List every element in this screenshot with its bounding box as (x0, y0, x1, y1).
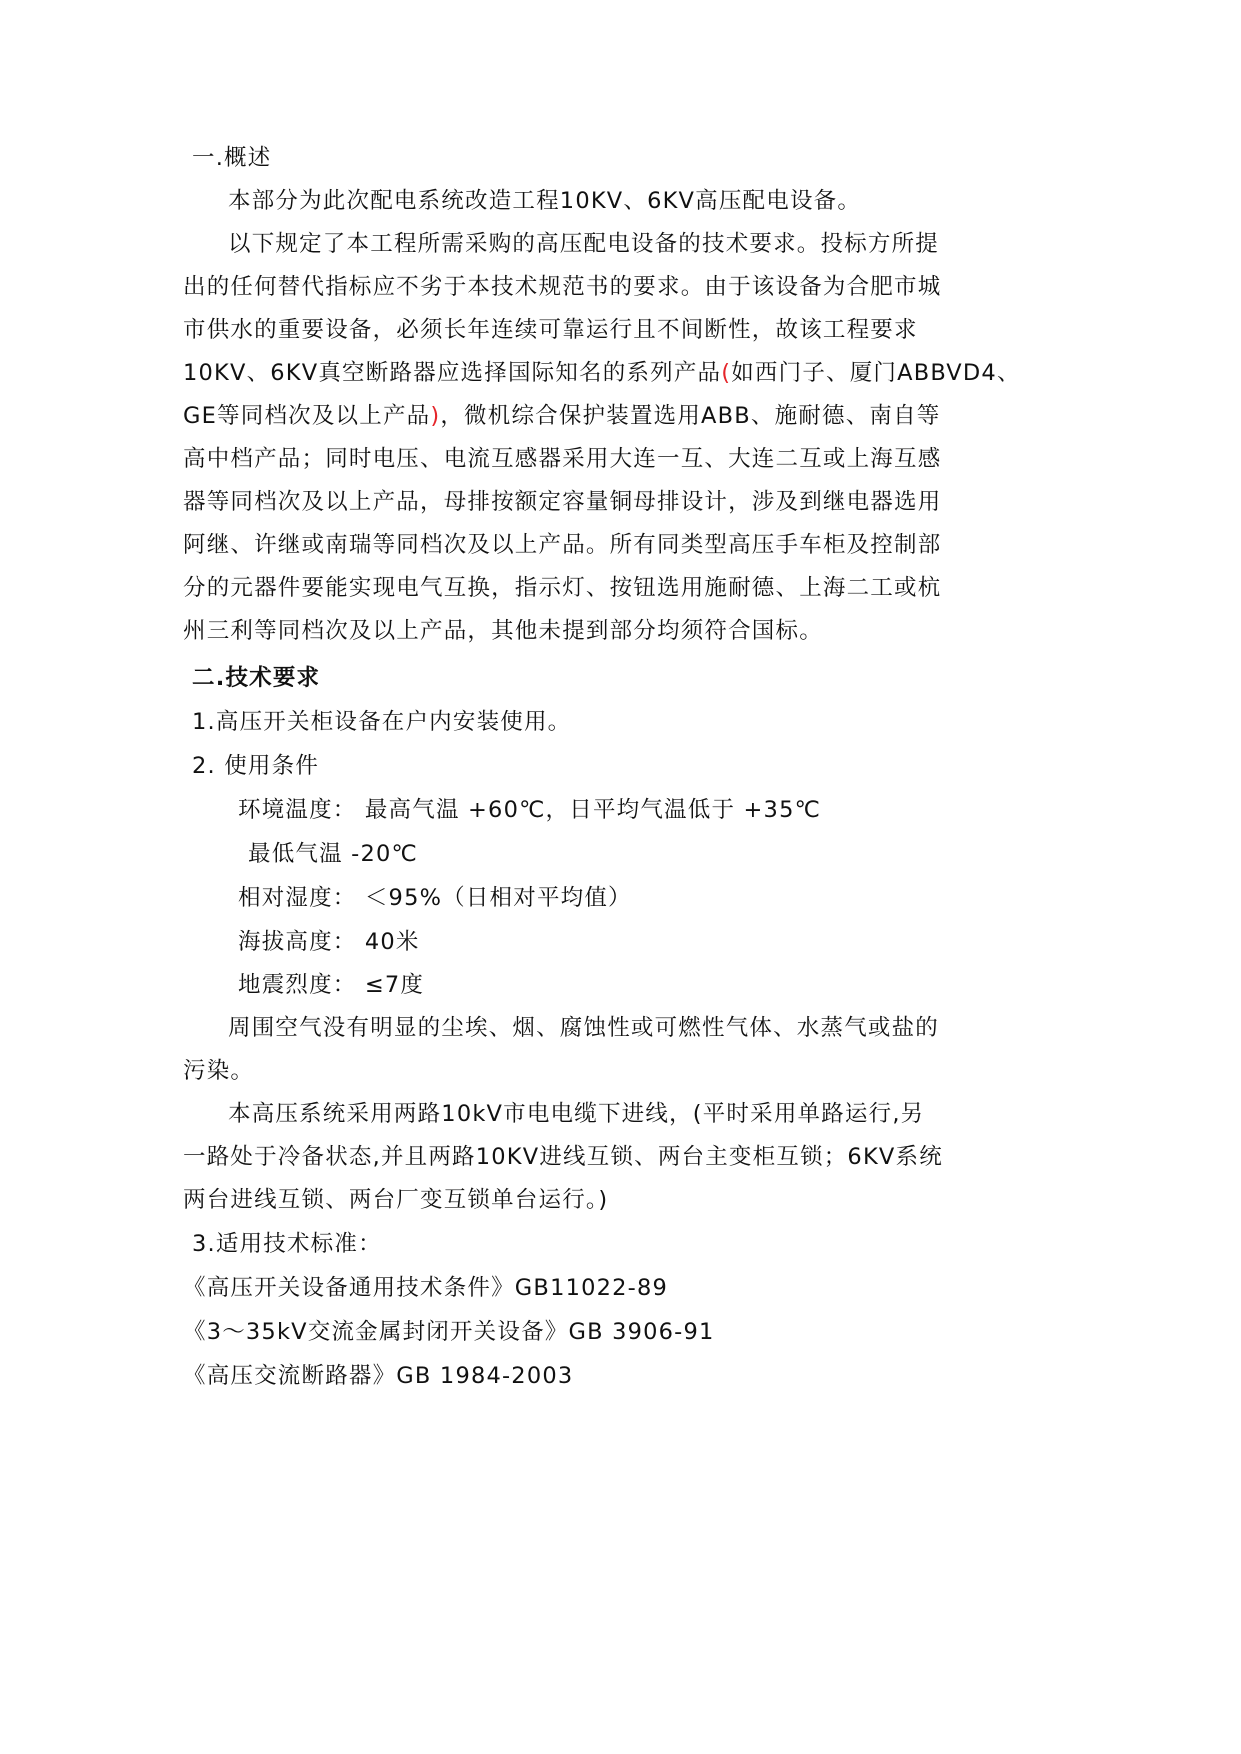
paragraph-line: 出的任何替代指标应不劣于本技术规范书的要求。由于该设备为合肥市城 (183, 274, 942, 300)
paragraph-line (183, 358, 1021, 388)
condition-seismic: 地震烈度： ≤7度 (238, 972, 425, 998)
highlighted-paren: ( (721, 360, 732, 386)
section-2-heading: 二.技术要求 (192, 665, 321, 691)
section-1-heading: 一.概述 (192, 145, 272, 171)
paragraph-line: 分的元器件要能实现电气互换，指示灯、按钮选用施耐德、上海二工或杭 (183, 575, 942, 601)
paragraph-supply: 本高压系统采用两路10kV市电电缆下进线，(平时采用单路运行,另 (228, 1101, 925, 1127)
paragraph-environment: 周围空气没有明显的尘埃、烟、腐蚀性或可燃性气体、水蒸气或盐的 (228, 1015, 940, 1041)
paragraph-line: 州三利等同档次及以上产品，其他未提到部分均须符合国标。 (183, 618, 823, 644)
paragraph-text: 如西门子、厦门ABBVD4、 (731, 360, 1021, 386)
paragraph-supply: 两台进线互锁、两台厂变互锁单台运行。) (183, 1187, 609, 1213)
paragraph-line: 以下规定了本工程所需采购的高压配电设备的技术要求。投标方所提 (228, 231, 940, 257)
standard-item: 《3～35kV交流金属封闭开关设备》GB 3906-91 (183, 1319, 715, 1345)
condition-temperature-high: 环境温度： 最高气温 +60℃，日平均气温低于 +35℃ (238, 797, 822, 823)
highlighted-paren: ) (430, 403, 441, 429)
paragraph-environment: 污染。 (183, 1058, 255, 1084)
paragraph-line: 阿继、许继或南瑞等同档次及以上产品。所有同类型高压手车柜及控制部 (183, 532, 942, 558)
paragraph-supply: 一路处于冷备状态,并且两路10KV进线互锁、两台主变柜互锁；6KV系统 (183, 1144, 943, 1170)
condition-humidity: 相对湿度： ＜95%（日相对平均值） (238, 885, 632, 911)
requirement-item-2: 2. 使用条件 (192, 753, 320, 779)
paragraph-scope: 本部分为此次配电系统改造工程10KV、6KV高压配电设备。 (228, 188, 862, 214)
paragraph-line: 高中档产品；同时电压、电流互感器采用大连一互、大连二互或上海互感 (183, 446, 942, 472)
requirement-item-1: 1.高压开关柜设备在户内安装使用。 (192, 709, 572, 735)
paragraph-text: ，微机综合保护装置选用ABB、施耐德、南自等 (440, 403, 941, 429)
standard-item: 《高压交流断路器》GB 1984-2003 (183, 1363, 574, 1389)
paragraph-text: GE等同档次及以上产品 (183, 403, 431, 429)
condition-temperature-low: 最低气温 -20℃ (248, 841, 418, 867)
requirement-item-3: 3.适用技术标准： (192, 1231, 382, 1257)
paragraph-line: 市供水的重要设备，必须长年连续可靠运行且不间断性，故该工程要求 (183, 317, 918, 343)
standard-item: 《高压开关设备通用技术条件》GB11022-89 (183, 1275, 668, 1301)
paragraph-line: 器等同档次及以上产品，母排按额定容量铜母排设计，涉及到继电器选用 (183, 489, 942, 515)
condition-altitude: 海拔高度： 40米 (238, 929, 420, 955)
paragraph-line (183, 401, 941, 431)
paragraph-text: 10KV、6KV真空断路器应选择国际知名的系列产品 (183, 360, 722, 386)
